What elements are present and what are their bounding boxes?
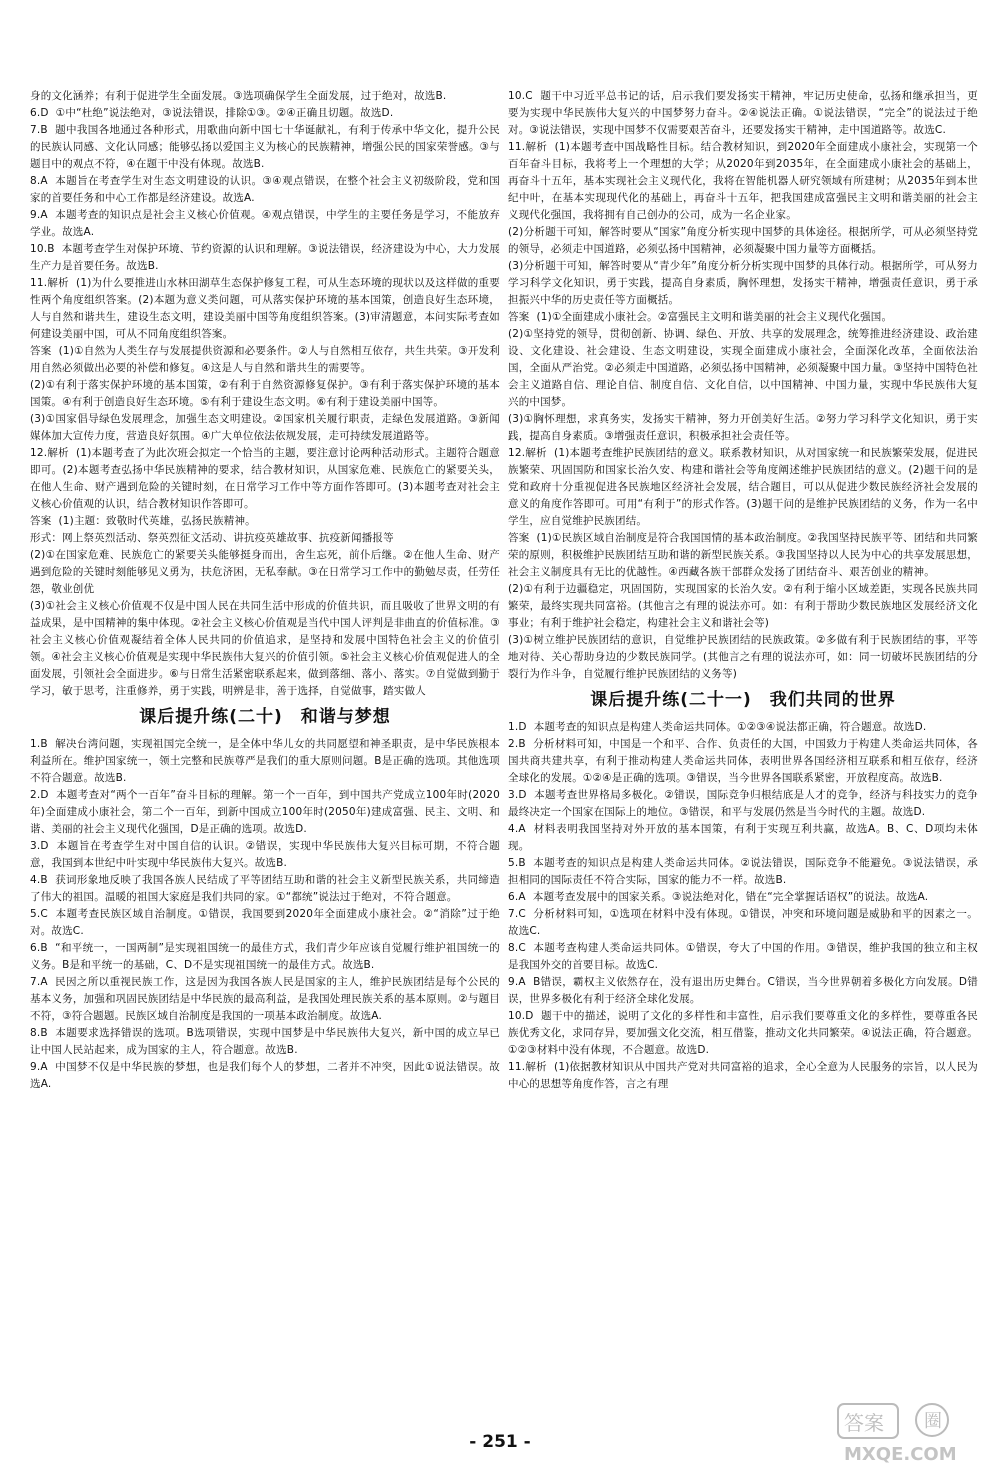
answer-paragraph: 10.C 题干中习近平总书记的话，启示我们要发扬实干精神，牢记历史使命，弘扬和继承担当，更要为实现中华民族伟大复兴的中国梦努力奋斗。②④说法正确。①说法错误，“完全”的说法过于绝对。③说法错误，实现中国梦不仅需要艰苦奋斗，还要发扬实干精神，走中国道路等。故选C.	[508, 90, 978, 136]
answer-paragraph: 9.A 中国梦不仅是中华民族的梦想，也是我们每个人的梦想，二者并不冲突，因此①说法错误。故选A.	[30, 1061, 500, 1090]
answer-paragraph: 8.B 本题要求选择错误的选项。B选项错误，实现中国梦是中华民族伟大复兴，新中国的成立早已让中国人民站起来，成为国家的主人，符合题意。故选B.	[30, 1027, 500, 1056]
answer-paragraph: 5.C 本题考查民族区域自治制度。①错误，我国要到2020年全面建成小康社会。②“消除”过于绝对。故选C.	[30, 908, 500, 937]
answer-paragraph: 6.D ①中“杜绝”说法绝对，③说法错误，排除①③。②④正确且切题。故选D.	[30, 107, 394, 119]
svg-text:MXQE.COM: MXQE.COM	[844, 1444, 957, 1465]
answer-paragraph: 10.B 本题考查学生对保护环境、节约资源的认识和理解。③说法错误，经济建设为中心，大力发展生产力是首要任务。故选B.	[30, 243, 500, 272]
answer-paragraph: 12.解析 (1)本题考查维护民族团结的意义。联系教材知识，从对国家统一和民族繁荣发展，促进民族繁荣、巩固国防和国家长治久安、构建和谐社会等角度阐述维护民族团结的意义。(2)题干问的是党和政府十分重视促进各民族地区经济社会发展，结合题目，可以从促进少数民族经济社会发展的意义的角度作答即可。可用“有利于”的形式作答。(3)题干问的是维护民族团结的义务，作为一名中学生，应自觉维护民族团结。	[508, 447, 978, 527]
answer-paragraph: 11.解析 (1)本题考查中国战略性目标。结合教材知识，到2020年全面建成小康社会，实现第一个百年奋斗目标，我将考上一个理想的大学；从2020年到2035年，在全面建成小康社会的基础上，再奋斗十五年，基本实现社会主义现代化，我将在智能机器人研究领域有所建树；从2035年到本世纪中叶，在基本实现现代化的基础上，再奋斗十五年，把我国建成富强民主文明和谐美丽的社会主义现代化强国，我将拥有自己创办的公司，成为一名企业家。	[508, 141, 978, 221]
answer-paragraph: 身的文化涵养；有利于促进学生全面发展。③选项确保学生全面发展，过于绝对，故选B.	[30, 90, 447, 102]
section-title-21: 课后提升练(二十一) 我们共同的世界	[590, 690, 896, 710]
answer-paragraph: 7.B 题中我国各地通过各种形式，用歌曲向新中国七十华诞献礼，有利于传承中华文化，提升公民的民族认同感、文化认同感；能够弘扬以爱国主义为核心的民族精神，增强公民的国家荣誉感。③与题目中的观点不符，④在题干中没有体现。故选B.	[30, 124, 500, 170]
answer-paragraph: (2)①坚持党的领导，贯彻创新、协调、绿色、开放、共享的发展理念，统筹推进经济建设、政治建设、文化建设、社会建设、生态文明建设，实现全面建成小康社会，全面深化改革，全面依法治国，全面从严治党。②必须走中国道路，必须弘扬中国精神，必须凝聚中国力量。③坚持中国特色社会主义道路自信、理论自信、制度自信、文化自信，以中国精神、中国力量，实现中华民族伟大复兴的中国梦。	[508, 328, 978, 408]
answer-paragraph: 9.A 本题考查的知识点是社会主义核心价值观。④观点错误，中学生的主要任务是学习，不能放弃学业。故选A.	[30, 209, 500, 238]
answer-paragraph: 答案 (1)①民族区域自治制度是符合我国国情的基本政治制度。②我国坚持民族平等、团结和共同繁荣的原则，积极维护民族团结互助和谐的新型民族关系。③我国坚持以人民为中心的共享发展思想，社会主义制度具有无比的优越性。④西藏各族干部群众发扬了团结奋斗、艰苦创业的精神。	[508, 532, 978, 578]
answer-paragraph: 8.C 本题考查构建人类命运共同体。①错误，夸大了中国的作用。③错误，维护我国的独立和主权是我国外交的首要目标。故选C.	[508, 942, 978, 971]
answer-paragraph: 7.A 民因之所以重视民族工作，这是因为我国各族人民是国家的主人，维护民族团结是每个公民的基本义务，加强和巩固民族团结是中华民族的最高利益，是我国处理民族关系的基本原则。②与题目不符，③符合题题。民族区域自治制度是我国的一项基本政治制度。故选A.	[30, 976, 500, 1022]
answer-paragraph: (2)①有利于边疆稳定，巩固国防，实现国家的长治久安。②有利于缩小区域差距，实现各民族共同繁荣，最终实现共同富裕。(其他言之有理的说法亦可。如：有利于帮助少数民族地区发展经济文化事业；有利于维护社会稳定，构建社会主义和谐社会等)	[508, 583, 978, 629]
answer-paragraph: (3)①树立维护民族团结的意识，自觉维护民族团结的民族政策。②多做有利于民族团结的事，平等地对待、关心帮助身边的少数民族同学。(其他言之有理的说法亦可，如：同一切破坏民族团结的分裂行为作斗争，自觉履行维护民族团结的义务等)	[508, 634, 978, 680]
answer-paragraph: 9.A B错误，霸权主义依然存在，没有退出历史舞台。C错误，当今世界朝着多极化方向发展。D错误，世界多极化有利于经济全球化发展。	[508, 976, 978, 1005]
answer-paragraph: 4.A 材料表明我国坚持对外开放的基本国策，有利于实现互利共赢，故选A。B、C、D项均未体现。	[508, 823, 978, 852]
answer-paragraph: (3)①社会主义核心价值观不仅是中国人民在共同生活中形成的价值共识，而且吸收了世界文明的有益成果，是中国精神的集中体现。②社会主义核心价值观是当代中国人评判是非曲直的价值标准。③社会主义核心价值观凝结着全体人民共同的价值追求，是坚持和发展中国特色社会主义的价值引领。④社会主义核心价值观是实现中华民族伟大复兴的价值引领。⑤社会主义核心价值观促进人的全面发展，引领社会全面进步。⑥与日常生活紧密联系起来，做到落细、落小、落实。⑦自觉做到勤于学习，敏于思考，注重修养，勇于实践，明辨是非，善于选择，自觉做事，踏实做人	[30, 600, 500, 697]
answer-paragraph: (2)①有利于落实保护环境的基本国策，②有利于自然资源修复保护。③有利于落实保护环境的基本国策。④有利于创造良好生态环境。⑤有利于建设生态文明。⑥有利于建设美丽中国等。	[30, 379, 500, 408]
answer-paragraph: 3.D 本题考查世界格局多极化。②错误，国际竞争归根结底是人才的竞争，经济与科技实力的竞争最终决定一个国家在国际上的地位。③错误，和平与发展仍然是当今时代的主题。故选D.	[508, 789, 978, 818]
page-number: - 251 -	[469, 1432, 531, 1452]
answer-paragraph: (2)分析题干可知，解答时要从“国家”角度分析实现中国梦的具体途径。根据所学，可从必须坚持党的领导，必须走中国道路，必须弘扬中国精神，必须凝聚中国力量等方面概括。	[508, 226, 978, 255]
right-top-block	[508, 88, 978, 683]
answer-paragraph: 1.B 解决台湾问题，实现祖国完全统一，是全体中华儿女的共同愿望和神圣职责，是中华民族根本利益所在。维护国家统一，领土完整和民族尊严是我们的重大原则问题。B是正确的选项。其他选项不符合题意。故选B.	[30, 738, 500, 784]
right-bottom-block	[508, 719, 978, 1093]
answer-paragraph: 6.B “和平统一，一国两制”是实现祖国统一的最佳方式，我们青少年应该自觉履行维护祖国统一的义务。B是和平统一的基础，C、D不是实现祖国统一的最佳方式。故选B.	[30, 942, 500, 971]
answer-paragraph: 2.D 本题考查对“两个一百年”奋斗目标的理解。第一个一百年，到中国共产党成立100年时(2020年)全面建成小康社会，第二个一百年，到新中国成立100年时(2050年)建成富强、民主、文明、和谐、美丽的社会主义现代化强国，D是正确的选项。故选D.	[30, 789, 500, 835]
answer-paragraph: 答案 (1)①自然为人类生存与发展提供资源和必要条件。②人与自然相互依存，共生共荣。③开发利用自然必须做出必要的补偿和修复。④这是人与自然和谐共生的需要等。	[30, 345, 500, 374]
answer-paragraph: 3.D 本题旨在考查学生对中国自信的认识。②错误，实现中华民族伟大复兴目标可期，不符合题意，我国到本世纪中叶实现中华民族伟大复兴。故选B.	[30, 840, 500, 869]
answer-paragraph: 2.B 分析材料可知，中国是一个和平、合作、负责任的大国，中国致力于构建人类命运共同体，各国共商共建共享，有利于推动构建人类命运共同体，表明世界各国经济相互联系和相互依存，经济全球化的发展。①②④是正确的选项。③错误，当今世界各国联系紧密，开放程度高。故选B.	[508, 738, 978, 784]
answer-paragraph: 4.B 获词形象地反映了我国各族人民结成了平等团结互助和谐的社会主义新型民族关系，共同缔造了伟大的祖国。温暖的祖国大家庭是我们共同的家。①“都统”说法过于绝对，不符合题意。	[30, 874, 500, 903]
right-column	[508, 88, 978, 1093]
answer-paragraph: 形式：网上祭英烈活动、祭英烈征文活动、讲抗疫英雄故事、抗疫新闻播报等	[30, 532, 394, 544]
answer-paragraph: 答案 (1)主题：致敬时代英雄，弘扬民族精神。	[30, 515, 256, 527]
answer-paragraph: 5.B 本题考查的知识点是构建人类命运共同体。②说法错误，国际竞争不能避免。③说法错误，承担相同的国际责任不符合实际，国家的能力不一样。故选B.	[508, 857, 978, 886]
watermark-logo	[836, 1400, 986, 1466]
answer-paragraph: 6.A 本题考查发展中的国家关系。③说法绝对化，错在“完全掌握话语权”的说法。故选A.	[508, 891, 929, 903]
answer-paragraph: 11.解析 (1)依据教材知识从中国共产党对共同富裕的追求，全心全意为人民服务的宗旨，以人民为中心的思想等角度作答，言之有理	[508, 1061, 978, 1090]
left-bottom-block	[30, 736, 500, 1093]
answer-paragraph: 1.D 本题考查的知识点是构建人类命运共同体。①②③④说法都正确，符合题意。故选D.	[508, 721, 927, 733]
answer-paragraph: 答案 (1)①全面建成小康社会。②富强民主文明和谐美丽的社会主义现代化强国。	[508, 311, 893, 323]
answer-paragraph: (3)①国家倡导绿色发展理念，加强生态文明建设。②国家机关履行职责，走绿色发展道路。③新闻媒体加大宣传力度，营造良好氛围。④广大单位依法依规发展，走可持续发展道路等。	[30, 413, 500, 442]
answer-paragraph: 12.解析 (1)本题考查了为此次班会拟定一个恰当的主题，要注意讨论两种活动形式。主题符合题意即可。(2)本题考查弘扬中华民族精神的要求，结合教材知识，从国家危难、民族危亡的紧要关头，在他人生命、财产遇到危险的关键时刻，在日常学习工作中等方面作答即可。(3)本题考查对社会主义核心价值观的认识，结合教材知识作答即可。	[30, 447, 500, 510]
answer-paragraph: 8.A 本题旨在考查学生对生态文明建设的认识。③④观点错误，在整个社会主义初级阶段，党和国家的首要任务和中心工作都是经济建设。故选A.	[30, 175, 500, 204]
answer-paragraph: 11.解析 (1)为什么要推进山水林田湖草生态保护修复工程，可从生态环境的现状以及这样做的重要性两个角度组织答案。(2)本题为意义类问题，可从落实保护环境的基本国策，创造良好生态环境，人与自然和谐共生，建设生态文明，建设美丽中国等角度组织答案。(3)审清题意，本问实际考查如何建设美丽中国，可从不同角度组织答案。	[30, 277, 500, 340]
answer-paragraph: 10.D 题干中的描述，说明了文化的多样性和丰富性，启示我们要尊重文化的多样性，要尊重各民族优秀文化，求同存异，要加强文化交流，相互借鉴，推动文化共同繁荣。④说法正确，符合题意。①②③材料中没有体现，不合题意。故选D.	[508, 1010, 978, 1056]
answer-paragraph: (3)①胸怀理想，求真务实，发扬实干精神，努力开创美好生活。②努力学习科学文化知识，勇于实践，提高自身素质。③增强责任意识，积极承担社会责任等。	[508, 413, 978, 442]
answer-paragraph: 7.C 分析材料可知，①选项在材料中没有体现。①错误，冲突和环境问题是威胁和平的因素之一。故选C.	[508, 908, 978, 937]
svg-text:答案: 答案	[844, 1411, 884, 1435]
answer-paragraph: (3)分析题干可知，解答时要从“青少年”角度分析分析实现中国梦的具体行动。根据所学，可从努力学习科学文化知识，勇于实践，提高自身素质，胸怀理想，发扬实干精神，增强责任意识，勇于承担振兴中华的历史责任等方面概括。	[508, 260, 978, 306]
left-column	[30, 88, 500, 1093]
section-title-20: 课后提升练(二十) 和谐与梦想	[139, 707, 391, 727]
svg-text:圈: 圈	[924, 1411, 942, 1432]
answer-paragraph: (2)①在国家危难、民族危亡的紧要关头能够挺身而出，舍生忘死，前仆后继。②在他人生命、财产遇到危险的关键时刻能够见义勇为，扶危济困，无私奉献。③在日常学习工作中的勤勉尽责，任劳任怨，敬业创优	[30, 549, 500, 595]
left-top-block	[30, 88, 500, 700]
